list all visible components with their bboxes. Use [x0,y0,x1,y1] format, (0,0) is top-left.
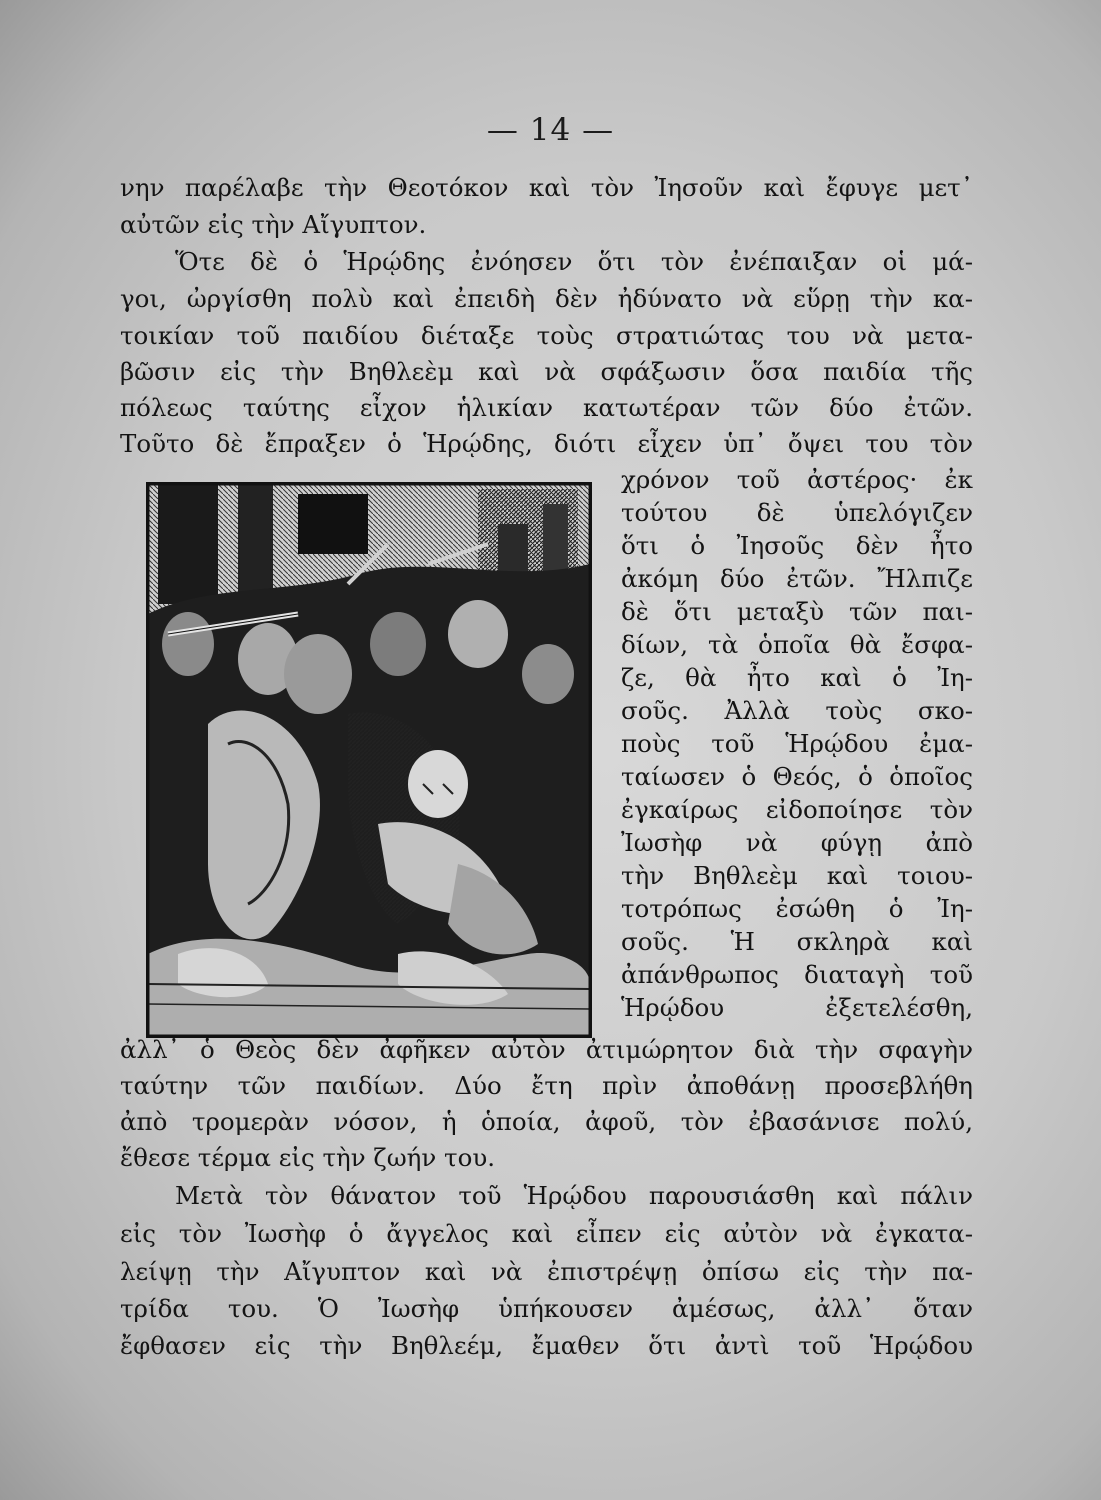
text-line: αὐτῶν εἰς τὴν Αἴγυπτον. [120,210,427,239]
text-line: τρίδα του. Ὁ Ἰωσὴφ ὑπήκουσεν ἀμέσως, ἀλλ᾽ ὅταν [120,1294,973,1323]
text-line: ὅτι ὁ Ἰησοῦς δὲν ἦτο [621,531,973,560]
massacre-engraving-image [148,484,590,1036]
text-line: σοῦς. Ἀλλὰ τοὺς σκο- [621,696,973,725]
text-line: ἀλλ᾽ ὁ Θεὸς δὲν ἀφῆκεν αὐτὸν ἀτιμώρητον διὰ τὴν σφαγὴν [120,1035,973,1064]
text-line: Ἰωσὴφ νὰ φύγῃ ἀπὸ [621,828,973,857]
text-line: Τοῦτο δὲ ἔπραξεν ὁ Ἡρῴδης, διότι εἶχεν ὑπ᾽ ὄψει του τὸν [120,429,973,458]
text-line: ταίωσεν ὁ Θεός, ὁ ὁποῖος [621,762,973,791]
text-line: ἔφθασεν εἰς τὴν Βηθλεέμ, ἔμαθεν ὅτι ἀντὶ τοῦ Ἡρῴδου [120,1331,973,1360]
text-line: ζε, θὰ ἦτο καὶ ὁ Ἰη- [621,663,973,692]
page-number: — 14 — [486,112,615,148]
text-line: τοτρόπως ἐσώθη ὁ Ἰη- [621,894,973,923]
text-line: τὴν Βηθλεὲμ καὶ τοιου- [621,861,973,890]
text-line: γοι, ὠργίσθη πολὺ καὶ ἐπειδὴ δὲν ἠδύνατο νὰ εὕρῃ τὴν κα- [120,284,973,313]
text-line: Μετὰ τὸν θάνατον τοῦ Ἡρῴδου παρουσιάσθη καὶ πάλιν [175,1181,973,1210]
text-line: εἰς τὸν Ἰωσὴφ ὁ ἄγγελος καὶ εἶπεν εἰς αὐτὸν νὰ ἐγκατα- [120,1219,973,1248]
text-line: Ἡρῴδου ἐξετελέσθη, [621,993,973,1022]
text-line: ταύτην τῶν παιδίων. Δύο ἔτη πρὶν ἀποθάνῃ προσεβλήθη [120,1071,973,1100]
text-line: ἀπὸ τρομερὰν νόσον, ἡ ὁποία, ἀφοῦ, τὸν ἐβασάνισε πολύ, [120,1107,973,1136]
text-line: λείψῃ τὴν Αἴγυπτον καὶ νὰ ἐπιστρέψῃ ὀπίσω εἰς τὴν πα- [120,1257,973,1286]
text-line: τούτου δὲ ὑπελόγιζεν [621,498,973,527]
text-line: ἀκόμη δύο ἐτῶν. Ἤλπιζε [621,564,973,593]
text-line: χρόνον τοῦ ἀστέρος· ἐκ [621,465,973,494]
text-line: ἀπάνθρωπος διαταγὴ τοῦ [621,960,973,989]
text-line: βῶσιν εἰς τὴν Βηθλεὲμ καὶ νὰ σφάξωσιν ὅσα παιδία τῆς [120,357,973,386]
woodcut-illustration [146,482,592,1038]
text-line: δὲ ὅτι μεταξὺ τῶν παι- [621,597,973,626]
text-line: ἐγκαίρως εἰδοποίησε τὸν [621,795,973,824]
text-line: τοικίαν τοῦ παιδίου διέταξε τοὺς στρατιώτας του νὰ μετα- [120,321,973,350]
text-line: πόλεως ταύτης εἶχον ἡλικίαν κατωτέραν τῶν δύο ἐτῶν. [120,393,973,422]
text-line: ἔθεσε τέρμα εἰς τὴν ζωήν του. [120,1143,496,1172]
text-line: δίων, τὰ ὁποῖα θὰ ἔσφα- [621,630,973,659]
text-line: ποὺς τοῦ Ἡρῴδου ἐμα- [621,729,973,758]
text-line: νην παρέλαβε τὴν Θεοτόκον καὶ τὸν Ἰησοῦν καὶ ἔφυγε μετ᾽ [120,173,973,202]
text-line: σοῦς. Ἡ σκληρὰ καὶ [621,927,973,956]
text-line: Ὅτε δὲ ὁ Ἡρῴδης ἐνόησεν ὅτι τὸν ἐνέπαιξαν οἱ μά- [175,247,973,276]
